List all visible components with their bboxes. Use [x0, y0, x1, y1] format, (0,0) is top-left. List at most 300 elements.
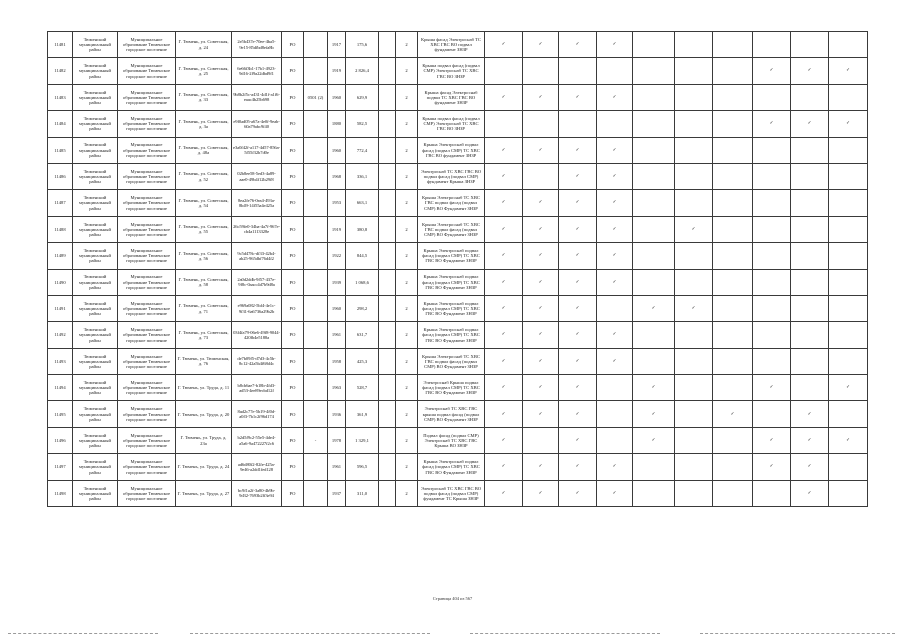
checkmark-cell	[523, 163, 559, 189]
works-cell: Крыша фасад Электроснаб ТС ХВС ГВС ВО подвал фундамент ЗНЗР	[418, 32, 485, 58]
checkmark-cell	[829, 163, 868, 189]
guid-cell: 02b8ee58-5ed3-4a89-aae0-49b4f12b29f8	[232, 163, 282, 189]
checkmark-cell: ✓	[633, 295, 675, 321]
area-cell: 1 329,1	[346, 427, 379, 453]
checkmark-cell: ✓	[597, 480, 633, 506]
year-cell: 1960	[328, 84, 346, 110]
code-cell	[304, 137, 328, 163]
works-cell: Электроснаб ТС ХВС ГВС крыша подвал фасад (подвал СМР) ВО Фундамент ЗНЗР	[418, 401, 485, 427]
table-row	[48, 375, 868, 401]
guid-cell: bc9f1a2f-3a80-4b9b-9d32-7693b2ff3e94	[232, 480, 282, 506]
checkmark-cell: ✓	[485, 401, 523, 427]
checkmark-cell	[597, 427, 633, 453]
checkmark-cell: ✓	[597, 348, 633, 374]
district-cell: Тюменский муниципальный район	[73, 269, 118, 295]
checkmark-cell: ✓	[829, 427, 868, 453]
checkmark-cell: ✓	[485, 216, 523, 242]
guid-cell: de7b09f5-d7d3-4c5b-8c12-42a5b4f68d4c	[232, 348, 282, 374]
district-cell: Тюменский муниципальный район	[73, 137, 118, 163]
checkmark-cell	[675, 190, 713, 216]
works-cell: Крыша Электроснаб ТС ХВС ГВС подвал фасад (подвал СМР) ВО Фундамент ЗНЗР	[418, 190, 485, 216]
table-row	[48, 480, 868, 506]
checkmark-cell: ✓	[559, 427, 597, 453]
code-cell	[304, 58, 328, 84]
empty-cell	[379, 269, 396, 295]
code-cell	[304, 190, 328, 216]
checkmark-cell	[829, 348, 868, 374]
type-cell: РО	[282, 427, 304, 453]
table-row	[48, 454, 868, 480]
works-cell: Электроснаб ТС ХВС ГВС ВО подвал фасад (подвал СМР) фундамент ТС Крыша ЗНЗР	[418, 480, 485, 506]
checkmark-cell	[713, 216, 753, 242]
checkmark-cell: ✓	[559, 243, 597, 269]
checkmark-cell	[829, 454, 868, 480]
row-id: 11486	[48, 163, 73, 189]
table-row	[48, 216, 868, 242]
checkmark-cell: ✓	[559, 322, 597, 348]
checkmark-cell	[713, 243, 753, 269]
works-cell: Крыша Электроснаб подвал фасад (подвал СМР) ТС ХВС ГВС ВО Фундамент ЗНЗР	[418, 243, 485, 269]
table-row	[48, 322, 868, 348]
count-cell: 2	[396, 480, 418, 506]
checkmark-cell	[713, 190, 753, 216]
year-cell: 1978	[328, 427, 346, 453]
checkmark-cell	[523, 58, 559, 84]
checkmark-cell	[791, 243, 829, 269]
checkmark-cell: ✓	[675, 295, 713, 321]
row-id: 11484	[48, 111, 73, 137]
empty-cell	[379, 243, 396, 269]
area-cell: 298,2	[346, 295, 379, 321]
checkmark-cell	[829, 137, 868, 163]
checkmark-cell	[559, 58, 597, 84]
year-cell: 1960	[328, 137, 346, 163]
checkmark-cell	[675, 137, 713, 163]
type-cell: РО	[282, 32, 304, 58]
checkmark-cell	[633, 58, 675, 84]
checkmark-cell: ✓	[523, 269, 559, 295]
year-cell: 1917	[328, 32, 346, 58]
owner-cell: Муниципальное образование Тюменское городское поселение	[118, 111, 176, 137]
count-cell: 2	[396, 190, 418, 216]
table-row	[48, 84, 868, 110]
owner-cell: Муниципальное образование Тюменское городское поселение	[118, 190, 176, 216]
checkmark-cell	[713, 111, 753, 137]
year-cell: 1961	[328, 454, 346, 480]
owner-cell: Муниципальное образование Тюменское городское поселение	[118, 295, 176, 321]
checkmark-cell	[713, 295, 753, 321]
district-cell: Тюменский муниципальный район	[73, 243, 118, 269]
checkmark-cell	[829, 480, 868, 506]
checkmark-cell: ✓	[523, 216, 559, 242]
checkmark-cell	[791, 163, 829, 189]
count-cell: 2	[396, 295, 418, 321]
code-cell	[304, 375, 328, 401]
guid-cell: e969a082-5bf4-4e1c-9f31-6a6736a29b2b	[232, 295, 282, 321]
year-cell: 1958	[328, 348, 346, 374]
checkmark-cell	[633, 137, 675, 163]
area-cell: 311,0	[346, 480, 379, 506]
checkmark-cell	[791, 137, 829, 163]
code-cell: -	[304, 427, 328, 453]
year-cell: 1960	[328, 295, 346, 321]
address-cell: Г. Тюмень, ул. Советская, д. 54	[176, 190, 232, 216]
count-cell: 2	[396, 216, 418, 242]
scan-edge-line	[190, 633, 430, 634]
checkmark-cell: ✓	[485, 322, 523, 348]
address-cell: Г. Тюмень, ул. Советская, д. 25	[176, 58, 232, 84]
works-cell: Подвал фасад (подвал СМР) Электроснаб ТС ХВС ГВС Крыша ВО ЗНЗР	[418, 427, 485, 453]
checkmark-cell: ✓	[485, 295, 523, 321]
count-cell: 2	[396, 401, 418, 427]
checkmark-cell	[791, 269, 829, 295]
owner-cell: Муниципальное образование Тюменское городское поселение	[118, 401, 176, 427]
area-cell: 631,7	[346, 322, 379, 348]
code-cell	[304, 401, 328, 427]
checkmark-cell: ✓	[791, 427, 829, 453]
checkmark-cell	[485, 58, 523, 84]
checkmark-cell	[633, 216, 675, 242]
checkmark-cell	[753, 295, 791, 321]
row-id: 11490	[48, 269, 73, 295]
guid-cell: e9f0ad05-a67a-4e0f-9eab-60a79abc9f40	[232, 111, 282, 137]
code-cell	[304, 322, 328, 348]
checkmark-cell: ✓	[485, 375, 523, 401]
checkmark-cell	[791, 348, 829, 374]
checkmark-cell: ✓	[753, 427, 791, 453]
checkmark-cell	[829, 322, 868, 348]
row-id: 11489	[48, 243, 73, 269]
checkmark-cell	[675, 111, 713, 137]
guid-cell: 6e66f3b1-17b1-4923-9d16-2f9a22dbd9f1	[232, 58, 282, 84]
checkmark-cell	[597, 58, 633, 84]
year-cell: 1919	[328, 58, 346, 84]
type-cell: РО	[282, 243, 304, 269]
address-cell: Г. Тюмень, ул. Труда, д. 24	[176, 454, 232, 480]
checkmark-cell: ✓	[523, 295, 559, 321]
district-cell: Тюменский муниципальный район	[73, 322, 118, 348]
checkmark-cell: ✓	[485, 137, 523, 163]
checkmark-cell: ✓	[523, 401, 559, 427]
code-cell	[304, 163, 328, 189]
table-row	[48, 243, 868, 269]
checkmark-cell: ✓	[597, 32, 633, 58]
table-row	[48, 295, 868, 321]
checkmark-cell	[829, 32, 868, 58]
checkmark-cell: ✓	[829, 375, 868, 401]
table-row	[48, 427, 868, 453]
count-cell: 2	[396, 348, 418, 374]
table-row	[48, 269, 868, 295]
code-cell	[304, 216, 328, 242]
scan-edge-line	[470, 633, 660, 634]
checkmark-cell	[829, 190, 868, 216]
owner-cell: Муниципальное образование Тюменское городское поселение	[118, 348, 176, 374]
guid-cell: 8ea2fe76-0ea4-493a-8b49-14f55a4e425a	[232, 190, 282, 216]
checkmark-cell	[753, 322, 791, 348]
count-cell: 2	[396, 269, 418, 295]
area-cell: 582,5	[346, 111, 379, 137]
checkmark-cell	[713, 32, 753, 58]
checkmark-cell	[633, 348, 675, 374]
count-cell: 2	[396, 32, 418, 58]
checkmark-cell: ✓	[791, 480, 829, 506]
type-cell: РО	[282, 58, 304, 84]
checkmark-cell	[753, 480, 791, 506]
guid-cell: 26c59fe0-34ba-4a7f-967e-cb4a1113328e	[232, 216, 282, 242]
checkmark-cell: ✓	[523, 243, 559, 269]
checkmark-cell: ✓	[485, 427, 523, 453]
year-cell: 1968	[328, 163, 346, 189]
owner-cell: Муниципальное образование Тюменское городское поселение	[118, 427, 176, 453]
checkmark-cell: ✓	[597, 269, 633, 295]
owner-cell: Муниципальное образование Тюменское городское поселение	[118, 322, 176, 348]
district-cell: Тюменский муниципальный район	[73, 58, 118, 84]
checkmark-cell	[633, 480, 675, 506]
checkmark-cell: ✓	[523, 32, 559, 58]
year-cell: 1939	[328, 269, 346, 295]
checkmark-cell	[791, 190, 829, 216]
table-row	[48, 58, 868, 84]
checkmark-cell: ✓	[597, 454, 633, 480]
checkmark-cell: ✓	[753, 111, 791, 137]
district-cell: Тюменский муниципальный район	[73, 427, 118, 453]
checkmark-cell	[753, 163, 791, 189]
address-cell: Г. Тюмень, ул. Труда, д. 23а	[176, 427, 232, 453]
owner-cell: Муниципальное образование Тюменское городское поселение	[118, 480, 176, 506]
checkmark-cell	[791, 32, 829, 58]
checkmark-cell	[633, 32, 675, 58]
count-cell: 2	[396, 111, 418, 137]
checkmark-cell: ✓	[597, 243, 633, 269]
row-id: 11492	[48, 322, 73, 348]
checkmark-cell: ✓	[523, 84, 559, 110]
checkmark-cell	[675, 58, 713, 84]
type-cell: РО	[282, 111, 304, 137]
checkmark-cell	[675, 375, 713, 401]
row-id: 11497	[48, 454, 73, 480]
checkmark-cell	[753, 243, 791, 269]
address-cell: Г. Тюмень, ул. Советская, д. 55	[176, 216, 232, 242]
checkmark-cell	[713, 454, 753, 480]
owner-cell: Муниципальное образование Тюменское городское поселение	[118, 243, 176, 269]
empty-cell	[379, 58, 396, 84]
owner-cell: Муниципальное образование Тюменское городское поселение	[118, 454, 176, 480]
checkmark-cell	[791, 375, 829, 401]
checkmark-cell	[597, 375, 633, 401]
row-id: 11482	[48, 58, 73, 84]
year-cell: 1937	[328, 480, 346, 506]
guid-cell: b2d5f9c2-55e5-4de4-a5a6-9a472227f2c6	[232, 427, 282, 453]
empty-cell	[379, 295, 396, 321]
owner-cell: Муниципальное образование Тюменское городское поселение	[118, 216, 176, 242]
checkmark-cell	[713, 84, 753, 110]
checkmark-cell	[597, 295, 633, 321]
page-footer: Страница 404 из 567	[432, 596, 473, 601]
row-id: 11494	[48, 375, 73, 401]
checkmark-cell	[675, 454, 713, 480]
area-cell: 380,8	[346, 216, 379, 242]
count-cell: 2	[396, 163, 418, 189]
district-cell: Тюменский муниципальный район	[73, 480, 118, 506]
owner-cell: Муниципальное образование Тюменское городское поселение	[118, 58, 176, 84]
checkmark-cell	[633, 84, 675, 110]
checkmark-cell: ✓	[597, 163, 633, 189]
checkmark-cell: ✓	[597, 137, 633, 163]
table-row	[48, 163, 868, 189]
year-cell: 1919	[328, 216, 346, 242]
checkmark-cell: ✓	[791, 111, 829, 137]
owner-cell: Муниципальное образование Тюменское городское поселение	[118, 137, 176, 163]
count-cell: 2	[396, 243, 418, 269]
checkmark-cell	[523, 427, 559, 453]
empty-cell	[379, 163, 396, 189]
address-cell: Г. Тюмень, ул. Советская, д. 3а	[176, 111, 232, 137]
address-cell: Г. Тюмень, ул. Советская, д. 48а	[176, 137, 232, 163]
address-cell: Г. Тюмень, ул. Советская, д. 58	[176, 269, 232, 295]
row-id: 11493	[48, 348, 73, 374]
table-row	[48, 190, 868, 216]
checkmark-cell	[713, 58, 753, 84]
checkmark-cell	[713, 427, 753, 453]
code-cell	[304, 295, 328, 321]
checkmark-cell	[753, 401, 791, 427]
checkmark-cell	[829, 243, 868, 269]
empty-cell	[379, 348, 396, 374]
works-cell: Крыша Электроснаб подвал фасад (подвал СМР) ТС ХВС ГВС ВО Фундамент ЗНЗР	[418, 295, 485, 321]
works-cell: Крыша подвал фасад (подвал СМР) Электроснаб ТС ХВС ГВС ВО ЗНЗР	[418, 111, 485, 137]
address-cell: Г. Тюмень, ул. Советская, д. 33	[176, 84, 232, 110]
district-cell: Тюменский муниципальный район	[73, 190, 118, 216]
checkmark-cell	[753, 32, 791, 58]
works-cell: Крыша Электроснаб подвал фасад (подвал СМР) ТС ХВС ГВС ВО Фундамент ЗНЗР	[418, 454, 485, 480]
type-cell: РО	[282, 137, 304, 163]
checkmark-cell	[791, 216, 829, 242]
count-cell: 2	[396, 322, 418, 348]
checkmark-cell: ✓	[559, 137, 597, 163]
address-cell: Г. Тюмень, ул. Труда, д. 11	[176, 375, 232, 401]
address-cell: Г. Тюмень, ул. Советская, д. 56	[176, 243, 232, 269]
empty-cell	[379, 454, 396, 480]
address-cell: Г. Тюмень, ул. Труда, д. 20	[176, 401, 232, 427]
checkmark-cell: ✓	[559, 163, 597, 189]
checkmark-cell: ✓	[485, 243, 523, 269]
works-cell: Крыша фасад Электроснаб подвал ТС ХВС ГВС ВО фундамент ЗНЗР	[418, 84, 485, 110]
checkmark-cell	[753, 216, 791, 242]
checkmark-cell	[633, 190, 675, 216]
works-cell: Электроснаб Крыша подвал фасад (подвал СМР) ТС ХВС ГВС ВО Фундамент ЗНЗР	[418, 375, 485, 401]
checkmark-cell: ✓	[485, 84, 523, 110]
table-row	[48, 401, 868, 427]
checkmark-cell: ✓	[597, 84, 633, 110]
checkmark-cell	[675, 322, 713, 348]
code-cell	[304, 269, 328, 295]
checkmark-cell	[713, 322, 753, 348]
area-cell: 336,1	[346, 163, 379, 189]
works-cell: Крыша Электроснаб подвал фасад (подвал СМР) ТС ХВС ГВС ВО Фундамент ЗНЗР	[418, 322, 485, 348]
checkmark-cell	[713, 269, 753, 295]
checkmark-cell	[713, 375, 753, 401]
empty-cell	[379, 401, 396, 427]
count-cell: 2	[396, 58, 418, 84]
works-cell: Крыша Электроснаб ТС ХВС ГВС подвал фасад (подвал СМР) ВО Фундамент ЗНЗР	[418, 216, 485, 242]
checkmark-cell	[829, 84, 868, 110]
code-cell	[304, 348, 328, 374]
checkmark-cell	[753, 348, 791, 374]
checkmark-cell	[675, 32, 713, 58]
checkmark-cell	[633, 163, 675, 189]
table-row	[48, 111, 868, 137]
row-id: 11485	[48, 137, 73, 163]
checkmark-cell: ✓	[633, 427, 675, 453]
type-cell: РО	[282, 401, 304, 427]
area-cell: 629,9	[346, 84, 379, 110]
owner-cell: Муниципальное образование Тюменское городское поселение	[118, 32, 176, 58]
checkmark-cell	[829, 216, 868, 242]
year-cell: 1936	[328, 401, 346, 427]
row-id: 11481	[48, 32, 73, 58]
empty-cell	[379, 480, 396, 506]
checkmark-cell: ✓	[559, 375, 597, 401]
owner-cell: Муниципальное образование Тюменское городское поселение	[118, 375, 176, 401]
scan-edge-line	[700, 633, 895, 634]
checkmark-cell	[633, 269, 675, 295]
count-cell: 2	[396, 427, 418, 453]
row-id: 11487	[48, 190, 73, 216]
type-cell: РО	[282, 454, 304, 480]
code-cell: 0501 (2)	[304, 84, 328, 110]
checkmark-cell: ✓	[559, 269, 597, 295]
code-cell	[304, 32, 328, 58]
checkmark-cell	[713, 348, 753, 374]
code-cell	[304, 111, 328, 137]
row-id: 11483	[48, 84, 73, 110]
area-cell: 844,5	[346, 243, 379, 269]
checkmark-cell	[523, 111, 559, 137]
guid-cell: 9b8b2f5c-a431-4d1f-a1f6-eaac4b25b698	[232, 84, 282, 110]
type-cell: РО	[282, 84, 304, 110]
checkmark-cell	[675, 84, 713, 110]
type-cell: РО	[282, 480, 304, 506]
district-cell: Тюменский муниципальный район	[73, 32, 118, 58]
checkmark-cell: ✓	[523, 480, 559, 506]
year-cell: 1922	[328, 243, 346, 269]
checkmark-cell	[485, 111, 523, 137]
checkmark-cell	[753, 269, 791, 295]
checkmark-cell: ✓	[675, 216, 713, 242]
checkmark-cell	[675, 401, 713, 427]
checkmark-cell: ✓	[713, 401, 753, 427]
checkmark-cell	[753, 190, 791, 216]
district-cell: Тюменский муниципальный район	[73, 163, 118, 189]
checkmark-cell	[829, 401, 868, 427]
row-id: 11491	[48, 295, 73, 321]
scan-edge-line	[8, 633, 158, 634]
works-cell: Крыша Электроснаб подвал фасад (подвал СМР) ТС ХВС ГВС ВО фундамент ЗНЗР	[418, 137, 485, 163]
type-cell: РО	[282, 375, 304, 401]
checkmark-cell	[791, 295, 829, 321]
row-id: 11495	[48, 401, 73, 427]
empty-cell	[379, 32, 396, 58]
type-cell: РО	[282, 190, 304, 216]
checkmark-cell: ✓	[485, 163, 523, 189]
type-cell: РО	[282, 269, 304, 295]
checkmark-cell	[753, 137, 791, 163]
year-cell: 1953	[328, 190, 346, 216]
checkmark-cell: ✓	[791, 454, 829, 480]
checkmark-cell: ✓	[633, 401, 675, 427]
checkmark-cell: ✓	[597, 322, 633, 348]
